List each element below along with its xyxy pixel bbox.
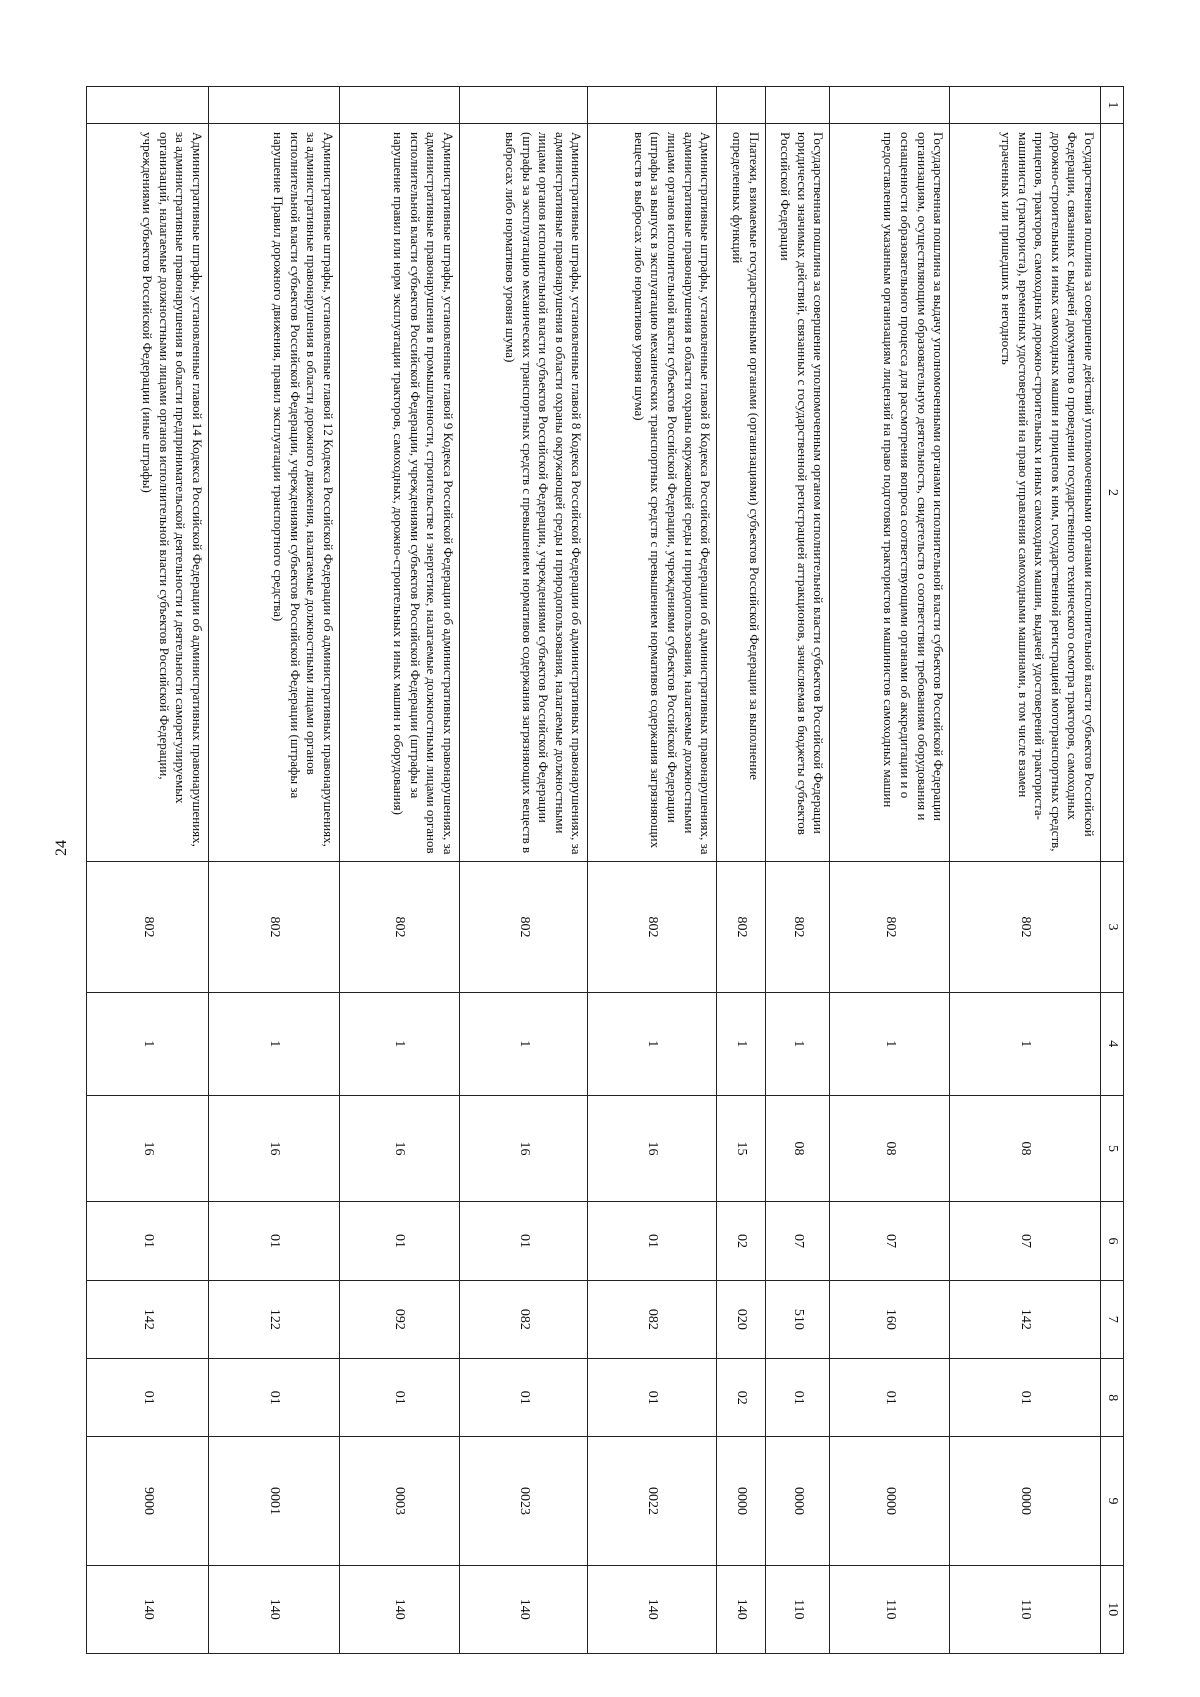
- group-cell: 1: [339, 992, 459, 1095]
- page-number: 24: [53, 840, 70, 856]
- subgroup-cell: 16: [588, 1095, 717, 1202]
- description-cell: Административные штрафы, установленные главой 12 Кодекса Российской Федерации об административных правонарушениях, за административные правонарушения в области дорожного движения, налагаемые должностными лицами органов исполнительной власти субъектов Российской Федерации, учреждениями субъектов Российской Федерации (штрафы за нарушение Правил дорожного движения, правил эксплуатации транспортного средства): [209, 124, 340, 862]
- kosgu-cell: 140: [717, 1565, 766, 1653]
- subarticle-cell: 020: [717, 1280, 766, 1358]
- kosgu-cell: 140: [339, 1565, 459, 1653]
- article-cell: 01: [87, 1202, 209, 1280]
- code-cell: [950, 87, 1101, 124]
- element-cell: 01: [830, 1359, 950, 1437]
- kosgu-cell: 140: [459, 1565, 588, 1653]
- element-cell: 01: [950, 1359, 1101, 1437]
- admin-code-cell: 802: [830, 861, 950, 992]
- admin-code-cell: 802: [87, 861, 209, 992]
- kosgu-cell: 110: [830, 1565, 950, 1653]
- code-cell: [830, 87, 950, 124]
- article-cell: 07: [950, 1202, 1101, 1280]
- subarticle-cell: 092: [339, 1280, 459, 1358]
- admin-code-cell: 802: [717, 861, 766, 992]
- col-header-2: 2: [1101, 124, 1124, 862]
- subgroup-cell: 08: [765, 1095, 829, 1202]
- kosgu-cell: 140: [588, 1565, 717, 1653]
- description-cell: Государственная пошлина за совершение действий уполномоченными органами исполнительной власти субъектов Российской Федерации, связанных с выдачей документов о проведении государственного технического осмотра тракторов, самоходных дорожно-строительных и иных самоходных машин и прицепов к ним, государственной регистрацией мототранспортных средств, прицепов, тракторов, самоходных дорожно-строительных и иных самоходных машин, выдачей удостоверений тракториста-машиниста (тракториста), временных удостоверений на право управления самоходными машинами, в том числе взамен утраченных или пришедших в негодность: [950, 124, 1101, 862]
- group-cell: 1: [588, 992, 717, 1095]
- col-header-7: 7: [1101, 1280, 1124, 1358]
- article-cell: 01: [459, 1202, 588, 1280]
- element-cell: 01: [588, 1359, 717, 1437]
- subgroup-cell: 16: [459, 1095, 588, 1202]
- element-cell: 01: [459, 1359, 588, 1437]
- element-cell: 01: [87, 1359, 209, 1437]
- subarticle-cell: 142: [950, 1280, 1101, 1358]
- classification-table: [86, 86, 1124, 1654]
- group-cell: 1: [765, 992, 829, 1095]
- subgroup-cell: 08: [830, 1095, 950, 1202]
- subgroup-cell: 15: [717, 1095, 766, 1202]
- program-code-cell: 0000: [717, 1437, 766, 1565]
- code-cell: [717, 87, 766, 124]
- col-header-8: 8: [1101, 1359, 1124, 1437]
- subarticle-cell: 160: [830, 1280, 950, 1358]
- col-header-5: 5: [1101, 1095, 1124, 1202]
- table-row: [717, 87, 766, 1654]
- group-cell: 1: [830, 992, 950, 1095]
- col-header-10: 10: [1101, 1565, 1124, 1653]
- code-cell: [459, 87, 588, 124]
- admin-code-cell: 802: [765, 861, 829, 992]
- program-code-cell: 0003: [339, 1437, 459, 1565]
- code-cell: [87, 87, 209, 124]
- element-cell: 01: [339, 1359, 459, 1437]
- subgroup-cell: 16: [209, 1095, 340, 1202]
- col-header-4: 4: [1101, 992, 1124, 1095]
- subarticle-cell: 122: [209, 1280, 340, 1358]
- admin-code-cell: 802: [209, 861, 340, 992]
- description-cell: Административные штрафы, установленные главой 8 Кодекса Российской Федерации об административных правонарушениях, за административные правонарушения в области охраны окружающей среды и природопользования, налагаемые должностными лицами органов исполнительной власти субъектов Российской Федерации, учреждениями субъектов Российской Федерации (штрафы за эксплуатацию механических транспортных средств с превышением нормативов содержания загрязняющих веществ в выбросах либо нормативов уровня шума): [459, 124, 588, 862]
- article-cell: 01: [588, 1202, 717, 1280]
- code-cell: [339, 87, 459, 124]
- program-code-cell: 0023: [459, 1437, 588, 1565]
- description-cell: Государственная пошлина за совершение уполномоченным органом исполнительной власти субъектов Российской Федерации юридически значимых действий, связанных с государственной регистрацией аттракционов, зачисляемая в бюджеты субъектов Российской Федерации: [765, 124, 829, 862]
- subarticle-cell: 082: [459, 1280, 588, 1358]
- group-cell: 1: [950, 992, 1101, 1095]
- table-row: [588, 87, 717, 1654]
- program-code-cell: 0000: [950, 1437, 1101, 1565]
- subarticle-cell: 082: [588, 1280, 717, 1358]
- article-cell: 02: [717, 1202, 766, 1280]
- col-header-3: 3: [1101, 861, 1124, 992]
- group-cell: 1: [459, 992, 588, 1095]
- article-cell: 01: [339, 1202, 459, 1280]
- kosgu-cell: 140: [87, 1565, 209, 1653]
- code-cell: [209, 87, 340, 124]
- description-cell: Государственная пошлина за выдачу уполномоченными органами исполнительной власти субъектов Российской Федерации организациям, осуществляющим образовательную деятельность, свидетельств о соответствии требованиям оборудования и оснащенности образовательного процесса для рассмотрения вопроса соответствующими органами об аккредитации и о предоставлении указанным организациям лицензий на право подготовки трактористов и машинистов самоходных машин: [830, 124, 950, 862]
- subgroup-cell: 16: [339, 1095, 459, 1202]
- program-code-cell: 0000: [830, 1437, 950, 1565]
- group-cell: 1: [87, 992, 209, 1095]
- table-row: [830, 87, 950, 1654]
- description-cell: Административные штрафы, установленные главой 9 Кодекса Российской Федерации об административных правонарушениях, за административные правонарушения в промышленности, строительстве и энергетике, налагаемые должностными лицами органов исполнительной власти субъектов Российской Федерации, учреждениями субъектов Российской Федерации (штрафы за нарушение правил или норм эксплуатации тракторов, самоходных, дорожно-строительных и иных машин и оборудования): [339, 124, 459, 862]
- description-cell: Административные штрафы, установленные главой 14 Кодекса Российской Федерации об административных правонарушениях, за административные правонарушения в области предпринимательской деятельности и деятельности саморегулируемых организаций, налагаемые должностными лицами органов исполнительной власти субъектов Российской Федерации, учреждениями субъектов Российской Федерации (иные штрафы): [87, 124, 209, 862]
- subarticle-cell: 510: [765, 1280, 829, 1358]
- admin-code-cell: 802: [339, 861, 459, 992]
- rotated-table-container: [86, 86, 1124, 1654]
- col-header-9: 9: [1101, 1437, 1124, 1565]
- article-cell: 01: [209, 1202, 340, 1280]
- program-code-cell: 0022: [588, 1437, 717, 1565]
- table-row: [87, 87, 209, 1654]
- subgroup-cell: 08: [950, 1095, 1101, 1202]
- kosgu-cell: 140: [209, 1565, 340, 1653]
- program-code-cell: 0000: [765, 1437, 829, 1565]
- group-cell: 1: [717, 992, 766, 1095]
- program-code-cell: 9000: [87, 1437, 209, 1565]
- article-cell: 07: [765, 1202, 829, 1280]
- table-row: [765, 87, 829, 1654]
- element-cell: 02: [717, 1359, 766, 1437]
- table-row: [950, 87, 1101, 1654]
- col-header-6: 6: [1101, 1202, 1124, 1280]
- subgroup-cell: 16: [87, 1095, 209, 1202]
- description-cell: Административные штрафы, установленные главой 8 Кодекса Российской Федерации об административных правонарушениях, за административные правонарушения в области охраны окружающей среды и природопользования, налагаемые должностными лицами органов исполнительной власти субъектов Российской Федерации, учреждениями субъектов Российской Федерации (штрафы за выпуск в эксплуатацию механических транспортных средств с превышением нормативов содержания загрязняющих веществ в выбросах либо нормативов уровня шума): [588, 124, 717, 862]
- kosgu-cell: 110: [765, 1565, 829, 1653]
- table-row: [339, 87, 459, 1654]
- subarticle-cell: 142: [87, 1280, 209, 1358]
- article-cell: 07: [830, 1202, 950, 1280]
- description-cell: Платежи, взимаемые государственными органами (организациями) субъектов Российской Федерации за выполнение определенных функций: [717, 124, 766, 862]
- table-row: [459, 87, 588, 1654]
- column-number-row: [1101, 87, 1124, 1654]
- kosgu-cell: 110: [950, 1565, 1101, 1653]
- element-cell: 01: [765, 1359, 829, 1437]
- admin-code-cell: 802: [459, 861, 588, 992]
- admin-code-cell: 802: [950, 861, 1101, 992]
- program-code-cell: 0001: [209, 1437, 340, 1565]
- code-cell: [765, 87, 829, 124]
- table-row: [209, 87, 340, 1654]
- group-cell: 1: [209, 992, 340, 1095]
- col-header-1: 1: [1101, 87, 1124, 124]
- admin-code-cell: 802: [588, 861, 717, 992]
- element-cell: 01: [209, 1359, 340, 1437]
- code-cell: [588, 87, 717, 124]
